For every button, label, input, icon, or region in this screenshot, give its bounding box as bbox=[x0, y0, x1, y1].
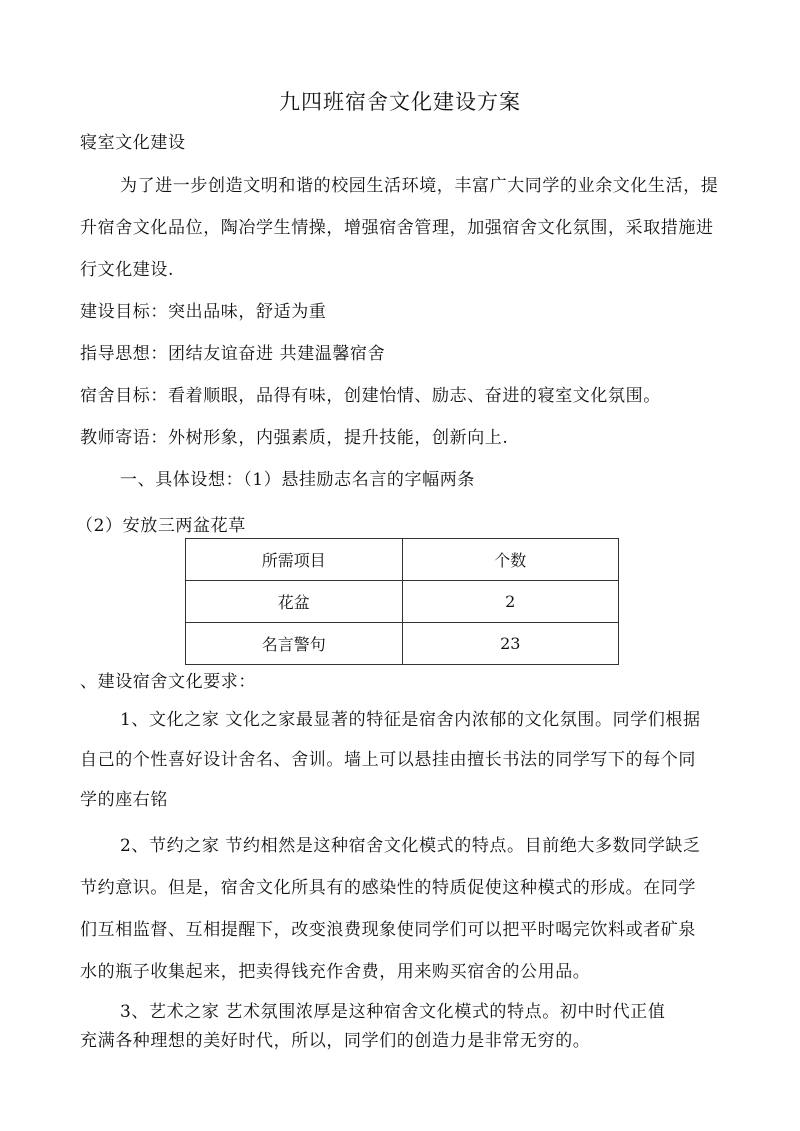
teacher-message: 教师寄语：外树形象，内强素质，提升技能，创新向上. bbox=[80, 428, 509, 448]
table-header-count: 个数 bbox=[402, 539, 619, 581]
intro-line-2: 升宿舍文化品位，陶冶学生情操，增强宿舍管理，加强宿舍文化氛围，采取措施进 bbox=[80, 218, 714, 238]
dorm-goal: 宿舍目标：看着顺眼，品得有味，创建怡情、励志、奋进的寝室文化氛围。 bbox=[80, 386, 661, 406]
thrift-home-line-2: 节约意识。但是，宿舍文化所具有的感染性的特质促使这种模式的形成。在同学 bbox=[80, 878, 696, 898]
table-cell-item: 花盆 bbox=[186, 581, 403, 623]
thrift-home-line-4: 水的瓶子收集起来，把卖得钱充作舍费，用来购买宿舍的公用品。 bbox=[80, 962, 591, 982]
culture-home-line-3: 学的座右铭 bbox=[80, 790, 168, 810]
intro-line-1: 为了进一步创造文明和谐的校园生活环境，丰富广大同学的业余文化生活，提 bbox=[120, 176, 719, 196]
thrift-home-line-3: 们互相监督、互相提醒下，改变浪费现象使同学们可以把平时喝完饮料或者矿泉 bbox=[80, 920, 696, 940]
table-header-item: 所需项目 bbox=[186, 539, 403, 581]
culture-home-line-2: 自己的个性喜好设计舍名、舍训。墙上可以悬挂由擅长书法的同学写下的每个同 bbox=[80, 750, 696, 770]
culture-home-line-1: 1、文化之家 文化之家最显著的特征是宿舍内浓郁的文化氛围。同学们根据 bbox=[120, 710, 701, 730]
table-header-row bbox=[186, 539, 619, 581]
intro-line-3: 行文化建设. bbox=[80, 260, 175, 280]
section-heading: 寝室文化建设 bbox=[80, 133, 186, 153]
idea-item-1: 一、具体设想：（1）悬挂励志名言的字幅两条 bbox=[120, 470, 475, 490]
guiding-thought: 指导思想：团结友谊奋进 共建温馨宿舍 bbox=[80, 344, 386, 364]
document-title: 九四班宿舍文化建设方案 bbox=[279, 90, 521, 114]
table-row bbox=[186, 623, 619, 665]
table-cell-count: 23 bbox=[402, 623, 619, 665]
build-goal: 建设目标：突出品味，舒适为重 bbox=[80, 302, 327, 322]
thrift-home-line-1: 2、节约之家 节约相然是这种宿舍文化模式的特点。目前绝大多数同学缺乏 bbox=[120, 836, 701, 856]
idea-item-2: （2）安放三两盆花草 bbox=[76, 516, 246, 536]
art-home-line-2: 充满各种理想的美好时代，所以，同学们的创造力是非常无穷的。 bbox=[80, 1031, 591, 1051]
art-home-line-1: 3、艺术之家 艺术氛围浓厚是这种宿舍文化模式的特点。初中时代正值 bbox=[120, 1002, 666, 1022]
items-table bbox=[185, 538, 619, 665]
table-cell-item: 名言警句 bbox=[186, 623, 403, 665]
table-cell-count: 2 bbox=[402, 581, 619, 623]
requirements-heading: 、建设宿舍文化要求： bbox=[80, 672, 256, 692]
table-row bbox=[186, 581, 619, 623]
